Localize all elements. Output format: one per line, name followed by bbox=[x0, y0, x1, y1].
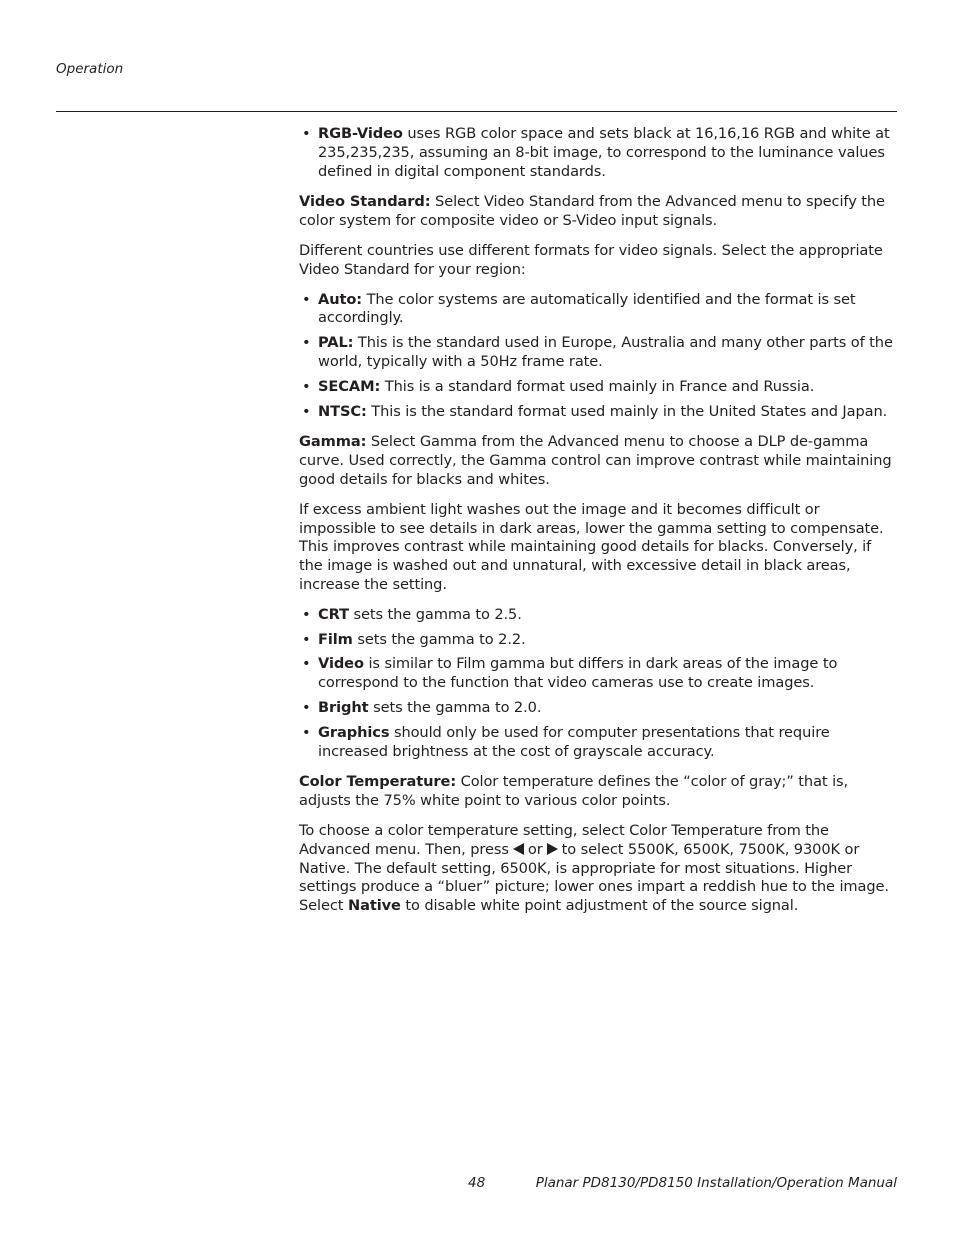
list-item bbox=[299, 606, 899, 625]
description: is similar to Film gamma but differs in dark areas of the image to correspond to the function that video cameras use to create images. bbox=[318, 655, 838, 692]
gamma-list bbox=[299, 606, 899, 762]
description: The color systems are automatically identified and the format is set accordingly. bbox=[318, 290, 856, 327]
description: Color temperature defines the “color of gray;” that is, adjusts the 75% white point to various color points. bbox=[299, 773, 849, 810]
text-part: to disable white point adjustment of the source signal. bbox=[400, 897, 799, 915]
term: Bright bbox=[318, 698, 369, 716]
text-part: to select 5500K, 6500K, 7500K, 9300K or Native. The default setting, 6500K, is appropriate for most situations. Higher settings produce a “bluer” picture; lower ones impart a reddish hue to the image. Select bbox=[299, 840, 889, 915]
term: NTSC: bbox=[318, 402, 367, 420]
term: RGB-Video bbox=[318, 125, 403, 142]
description: This is the standard format used mainly in the United States and Japan. bbox=[366, 402, 888, 420]
main-content bbox=[299, 125, 899, 927]
term: Graphics bbox=[318, 723, 390, 741]
list-item bbox=[299, 699, 899, 718]
list-item bbox=[299, 378, 899, 397]
section-label: Operation bbox=[56, 61, 124, 77]
term: Film bbox=[318, 630, 353, 648]
list-item bbox=[299, 631, 899, 650]
description: This is a standard format used mainly in France and Russia. bbox=[380, 377, 815, 395]
description: sets the gamma to 2.2. bbox=[352, 630, 526, 648]
video-standard-intro: Different countries use different formats for video signals. Select the appropriate Video Standard for your region: bbox=[299, 241, 883, 278]
color-temperature-detail bbox=[299, 822, 899, 916]
rgb-video-list bbox=[299, 125, 899, 181]
description: This is the standard used in Europe, Australia and many other parts of the world, typically with a 50Hz frame rate. bbox=[318, 334, 893, 370]
text-part: To choose a color temperature setting, select Color Temperature from the Advanced menu. Then, press bbox=[299, 821, 829, 858]
list-item bbox=[299, 724, 899, 762]
header-rule bbox=[56, 111, 897, 112]
term: Gamma: bbox=[299, 433, 367, 451]
right-arrow-button-icon bbox=[547, 843, 558, 855]
list-item bbox=[299, 291, 899, 329]
term: Video bbox=[318, 655, 364, 673]
description: uses RGB color space and sets black at 16,16,16 RGB and white at 235,235,235, assuming an 8-bit image, to correspond to the luminance values defined in digital component standards. bbox=[318, 125, 890, 180]
list-item bbox=[299, 334, 899, 372]
description: should only be used for computer presentations that require increased brightness at the cost of grayscale accuracy. bbox=[318, 723, 830, 760]
manual-title: Planar PD8130/PD8150 Installation/Operation Manual bbox=[535, 1175, 897, 1191]
video-standard-list bbox=[299, 291, 899, 422]
list-item bbox=[299, 125, 899, 181]
description: Select Gamma from the Advanced menu to choose a DLP de-gamma curve. Used correctly, the Gamma control can improve contrast while maintaining good details for blacks and whites. bbox=[299, 433, 892, 488]
video-standard-paragraph bbox=[299, 193, 899, 231]
text-part: or bbox=[527, 840, 543, 858]
gamma-detail-paragraph: If excess ambient light washes out the image and it becomes difficult or impossible to see details in dark areas, lower the gamma setting to compensate. This improves contrast while maintaining good details for blacks. Conversely, if the image is washed out and unnatural, with excessive detail in black areas, increase the setting. bbox=[299, 500, 884, 593]
term: Native bbox=[347, 897, 401, 915]
list-item bbox=[299, 403, 899, 422]
description: Select Video Standard from the Advanced menu to specify the color system for composite video or S-Video input signals. bbox=[299, 193, 885, 230]
page-number: 48 bbox=[468, 1175, 486, 1191]
gamma-paragraph bbox=[299, 433, 899, 489]
left-arrow-button-icon bbox=[513, 843, 524, 855]
term: Video Standard: bbox=[299, 193, 431, 211]
term: PAL: bbox=[318, 334, 354, 352]
term: Auto: bbox=[318, 290, 363, 308]
term: CRT bbox=[318, 605, 349, 623]
list-item bbox=[299, 655, 899, 693]
description: sets the gamma to 2.5. bbox=[348, 605, 522, 623]
term: SECAM: bbox=[318, 377, 381, 395]
term: Color Temperature: bbox=[299, 773, 457, 791]
description: sets the gamma to 2.0. bbox=[368, 698, 542, 716]
color-temperature-paragraph bbox=[299, 773, 899, 811]
